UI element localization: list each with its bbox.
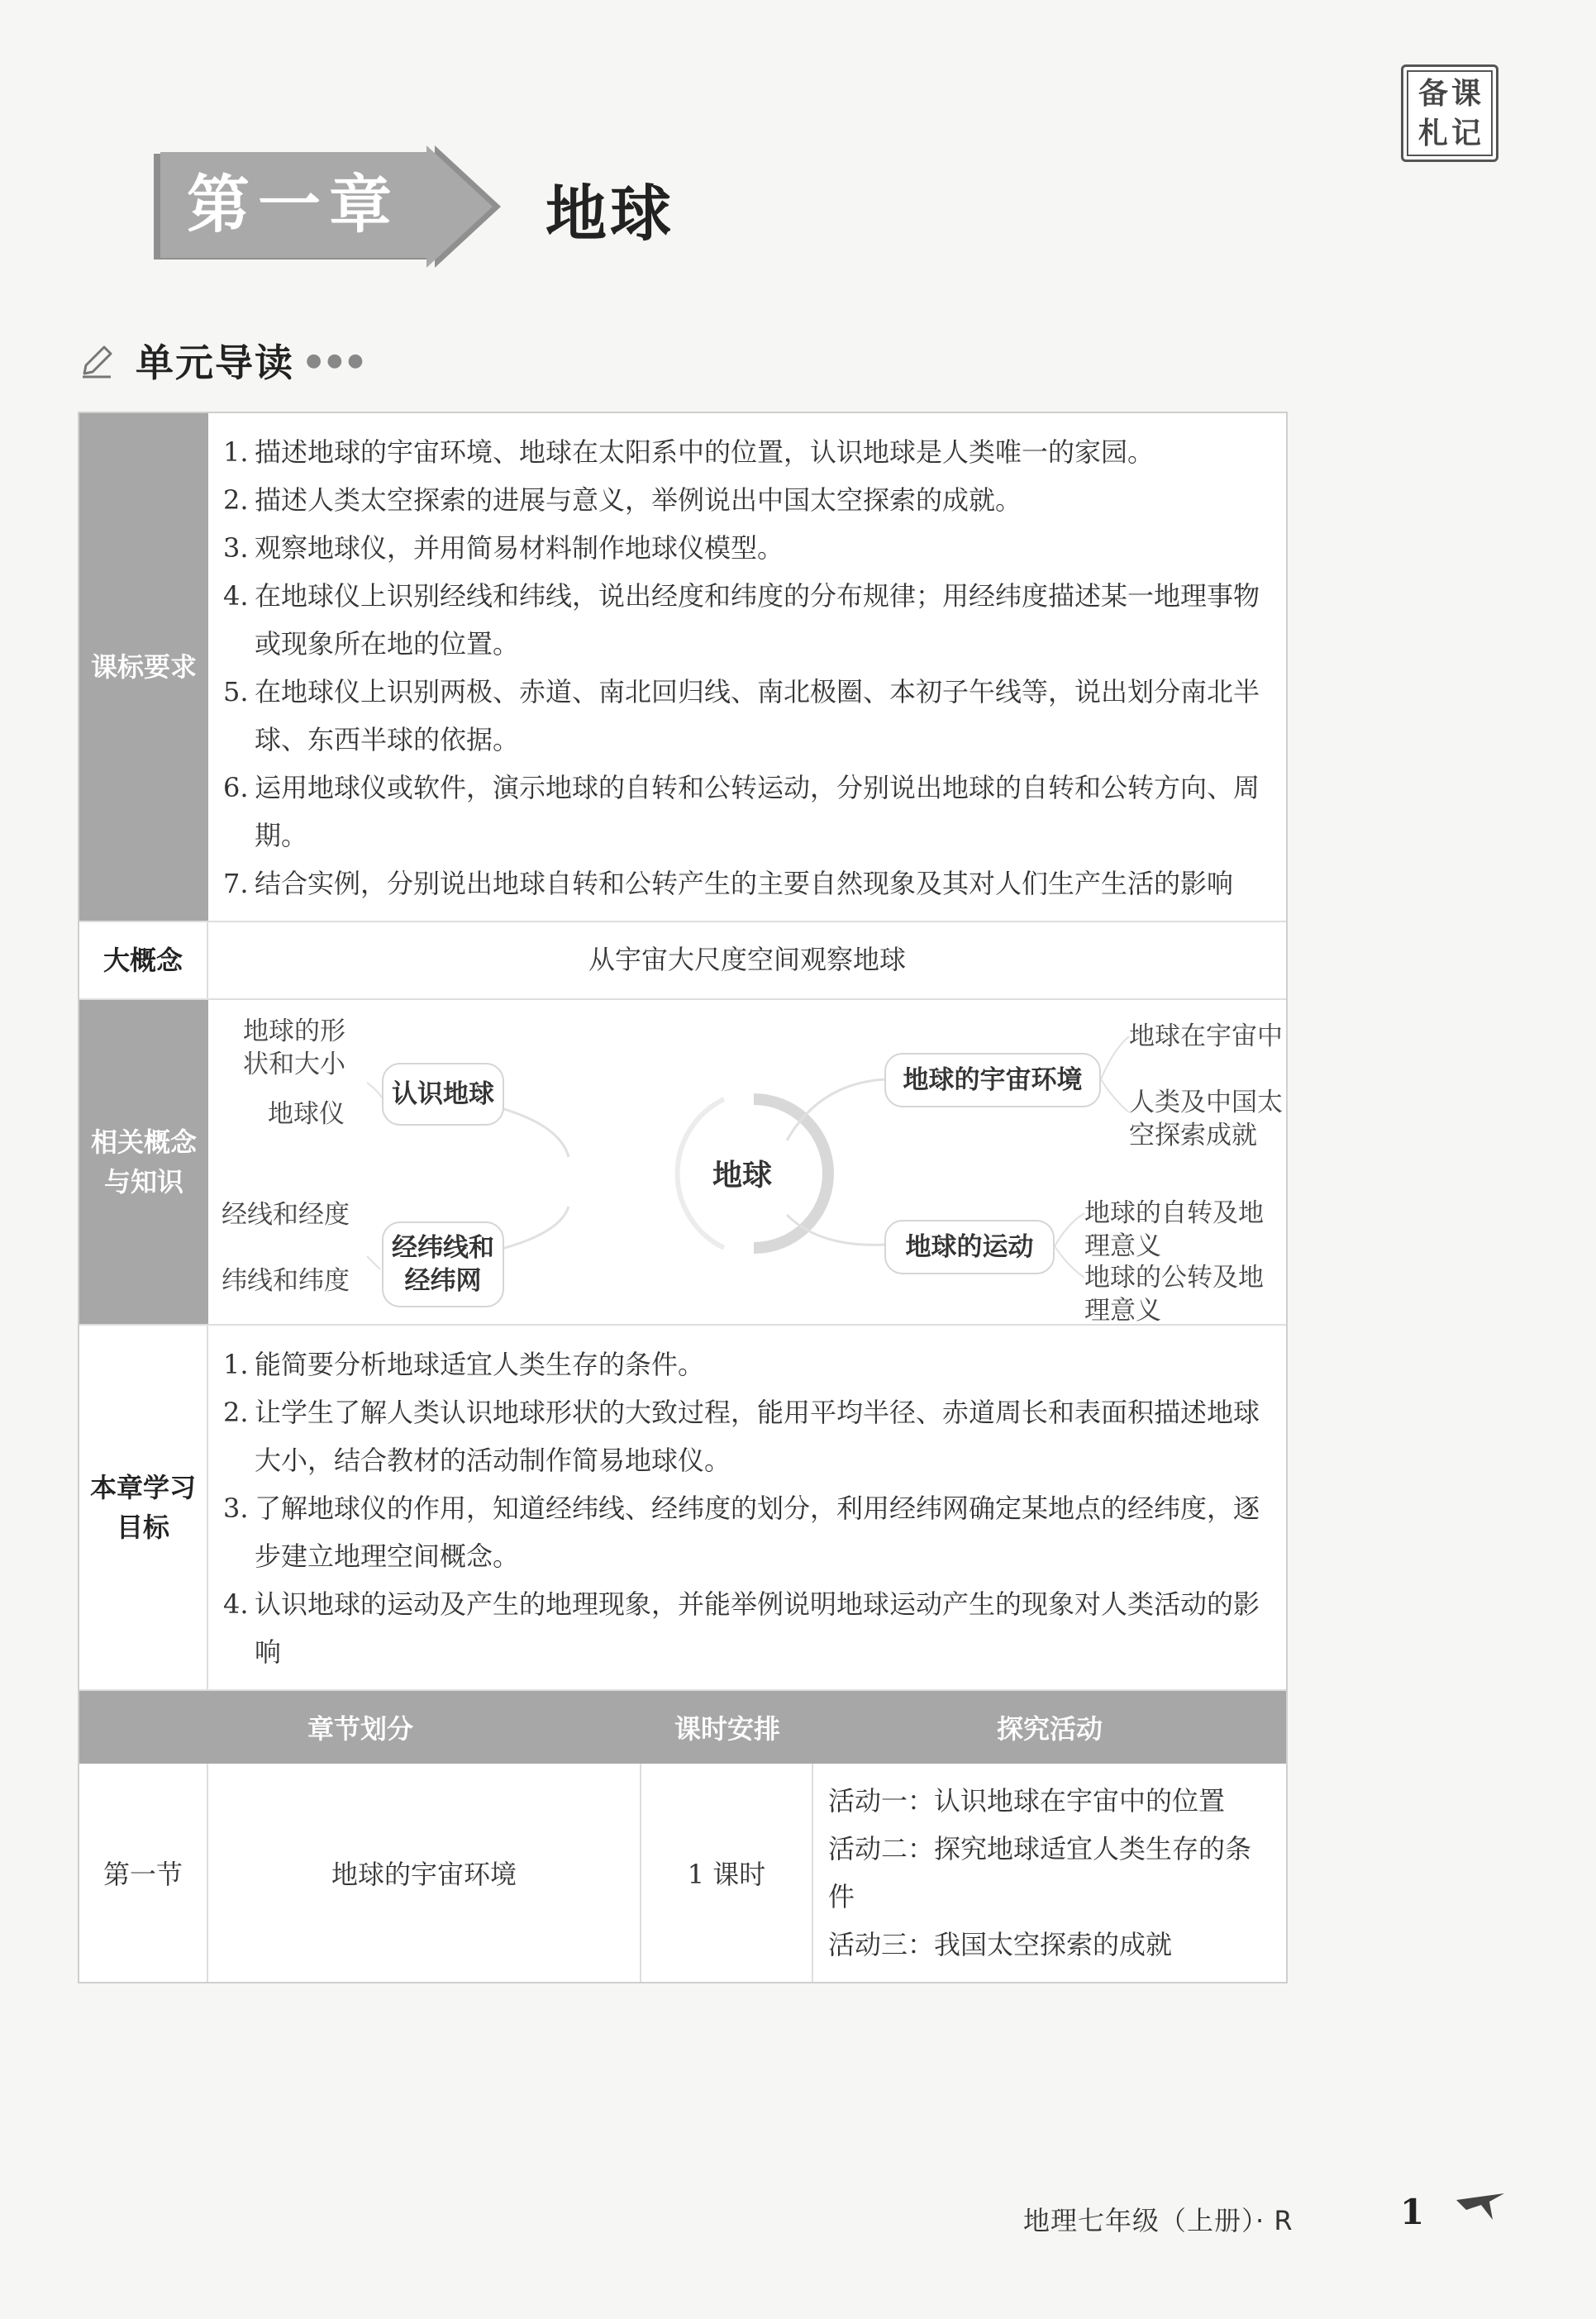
list-item	[223, 1580, 1271, 1676]
section-activities	[813, 1764, 1286, 1982]
item-number: 1.	[223, 1349, 249, 1380]
concept-mindmap	[208, 1000, 1286, 1324]
list-item	[223, 764, 1271, 860]
related-label-line1: 相关概念	[90, 1126, 197, 1158]
leaf-latitude: 纬线和纬度	[222, 1266, 350, 1296]
chapter-title: 地球	[545, 179, 674, 250]
learning-goals-row	[79, 1326, 1286, 1691]
item-number: 6.	[223, 772, 249, 803]
item-text: 在地球仪上识别经线和纬线，说出经度和纬度的分布规律；用经纬度描述某一地理事物或现象所在地的位置。	[255, 580, 1260, 660]
node-cosmic-environment: 地球的宇宙环境	[884, 1053, 1101, 1107]
node-recognize-earth: 认识地球	[382, 1063, 504, 1126]
stamp-text: 备课札记	[1407, 70, 1493, 156]
list-item	[223, 1340, 1271, 1388]
list-item	[223, 476, 1271, 524]
leaf-space-exploration: 人类及中国太空探索成就	[1129, 1088, 1283, 1150]
item-text: 结合实例，分别说出地球自转和公转产生的主要自然现象及其对人们生产生活的影响	[255, 868, 1234, 899]
curriculum-row	[79, 413, 1286, 922]
item-text: 描述人类太空探索的进展与意义，举例说出中国太空探索的成就。	[255, 484, 1022, 516]
big-concept-label: 大概念	[79, 922, 208, 998]
related-concepts-row	[79, 1000, 1286, 1326]
item-text: 了解地球仪的作用，知道经纬线、经纬度的划分，利用经纬网确定某地点的经纬度，逐步建立地理空间概念。	[255, 1493, 1260, 1572]
unit-guide-table	[78, 412, 1288, 1983]
goals-label-line2: 目标	[116, 1512, 169, 1543]
schedule-row	[79, 1764, 1286, 1982]
big-concept-row	[79, 922, 1286, 1000]
related-concepts-label	[79, 1000, 208, 1324]
curriculum-list	[223, 428, 1271, 907]
corner-arrow-icon	[1456, 2190, 1506, 2223]
activity-item: 活动二：探究地球适宜人类生存的条件	[828, 1833, 1252, 1912]
section-number: 第一节	[79, 1764, 208, 1982]
leaf-revolution: 地球的公转及地理意义	[1084, 1263, 1264, 1326]
curriculum-label: 课标要求	[79, 413, 208, 921]
item-number: 1.	[223, 436, 249, 468]
chapter-label: 第一章	[187, 168, 400, 241]
pencil-icon	[78, 340, 117, 380]
big-concept-text: 从宇宙大尺度空间观察地球	[588, 944, 906, 975]
learning-goals-content	[208, 1326, 1286, 1689]
list-item	[223, 1484, 1271, 1580]
goals-label-line1: 本章学习	[89, 1472, 196, 1503]
page-number: 1	[1400, 2192, 1425, 2232]
curriculum-content	[208, 413, 1286, 921]
item-text: 运用地球仪或软件，演示地球的自转和公转运动，分别说出地球的自转和公转方向、周期。	[255, 772, 1260, 851]
goals-list	[223, 1340, 1271, 1676]
item-number: 4.	[223, 580, 249, 612]
node-latitude-longitude-grid: 经纬线和经纬网	[382, 1221, 504, 1307]
leaf-longitude: 经线和经度	[222, 1200, 350, 1230]
item-number: 2.	[223, 1397, 249, 1428]
mindmap-center-earth: 地球	[712, 1158, 773, 1193]
item-number: 5.	[223, 676, 249, 707]
section-name: 地球的宇宙环境	[208, 1764, 641, 1982]
item-number: 2.	[223, 484, 249, 516]
activity-item: 活动一：认识地球在宇宙中的位置	[828, 1785, 1226, 1817]
activity-item: 活动三：我国太空探索的成就	[828, 1929, 1173, 1960]
list-item	[223, 524, 1271, 572]
item-text: 在地球仪上识别两极、赤道、南北回归线、南北极圈、本初子午线等，说出划分南北半球、东西半球的依据。	[255, 676, 1260, 755]
item-number: 3.	[223, 532, 249, 564]
leaf-rotation: 地球的自转及地理意义	[1084, 1198, 1264, 1261]
header-section-division: 章节划分	[307, 1713, 413, 1745]
footer-book-title: 地理七年级（上册）· R	[1023, 2205, 1293, 2236]
item-number: 3.	[223, 1493, 249, 1524]
list-item	[223, 860, 1271, 907]
header-class-hours: 课时安排	[674, 1713, 780, 1745]
list-item	[223, 428, 1271, 476]
item-text: 描述地球的宇宙环境、地球在太阳系中的位置，认识地球是人类唯一的家园。	[255, 436, 1155, 468]
header-inquiry-activities: 探究活动	[996, 1713, 1103, 1745]
list-item	[223, 1388, 1271, 1484]
node-earth-motion: 地球的运动	[884, 1220, 1055, 1274]
learning-goals-label	[79, 1326, 208, 1689]
chapter-banner	[154, 145, 501, 268]
related-label-line2: 与知识	[103, 1166, 183, 1198]
decorative-dots: ●●●	[306, 350, 369, 371]
section-hours: 1 课时	[641, 1764, 813, 1982]
leaf-shape-size: 地球的形状和大小	[243, 1017, 345, 1079]
section-title: 单元导读	[136, 340, 294, 385]
item-number: 4.	[223, 1588, 249, 1620]
lesson-notes-stamp	[1401, 64, 1498, 162]
leaf-position-universe: 地球在宇宙中	[1129, 1021, 1283, 1051]
leaf-globe: 地球仪	[268, 1099, 345, 1129]
item-number: 7.	[223, 868, 249, 899]
schedule-header	[79, 1691, 1286, 1764]
section-heading	[78, 336, 369, 385]
list-item	[223, 572, 1271, 668]
item-text: 让学生了解人类认识地球形状的大致过程，能用平均半径、赤道周长和表面积描述地球大小，结合教材的活动制作简易地球仪。	[255, 1397, 1260, 1476]
item-text: 认识地球的运动及产生的地理现象，并能举例说明地球运动产生的现象对人类活动的影响	[255, 1588, 1260, 1668]
list-item	[223, 668, 1271, 764]
item-text: 能简要分析地球适宜人类生存的条件。	[255, 1349, 705, 1380]
item-text: 观察地球仪，并用简易材料制作地球仪模型。	[255, 532, 784, 564]
